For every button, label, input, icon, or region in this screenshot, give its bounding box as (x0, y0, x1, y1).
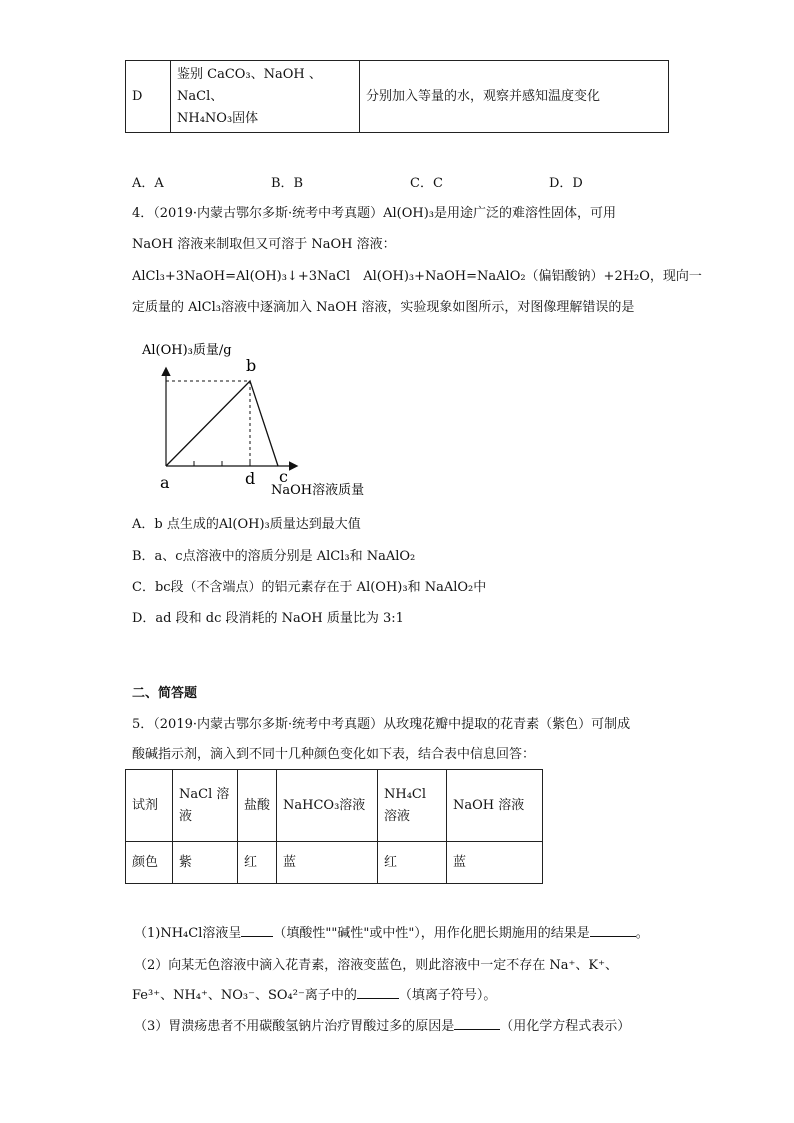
q5-color-naoh: 蓝 (447, 842, 543, 884)
q5-sub2-line2 (132, 987, 496, 1005)
q5-sub3-start: （3）胃溃疡患者不用碳酸氢钠片治疗胃酸过多的原因是 (134, 1019, 455, 1034)
section2-title: 二、简答题 (132, 686, 198, 701)
q3-method-line2: NH₄NO₃固体 (177, 110, 259, 126)
q4-line4: 定质量的 AlCl₃溶液中逐滴加入 NaOH 溶液，实验现象如图所示，对图像理解错误的是 (132, 300, 635, 315)
q5-line1: 5．（2019·内蒙古鄂尔多斯·统考中考真题）从玫瑰花瓣中提取的花青素（紫色）可制成 (132, 717, 631, 732)
q3-option-a: A．A (132, 176, 164, 191)
chart-point-label-a: a (160, 473, 170, 492)
q5-header-nh4cl: NH₄Cl 溶液 (378, 770, 447, 842)
q5-sub1-start: （1)NH₄Cl溶液呈 (134, 926, 242, 941)
q5-header-nahco3: NaHCO₃溶液 (277, 770, 378, 842)
chart-point-label-c: c (279, 467, 288, 486)
q3-row-operation: 分别加入等量的水，观察并感知温度变化 (360, 61, 669, 133)
q4-line3: AlCl₃+3NaOH=Al(OH)₃↓+3NaCl Al(OH)₃+NaOH=NaAlO₂（偏铝酸钠）+2H₂O，现向一 (132, 269, 702, 284)
q5-sub3 (134, 1018, 630, 1036)
q5-sub1-blank1 (241, 936, 273, 937)
chart-ylabel: Al(OH)₃质量/g (142, 343, 232, 358)
q4-option-d: D．ad 段和 dc 段消耗的 NaOH 质量比为 3:1 (132, 611, 404, 626)
q3-row-method (171, 61, 360, 133)
q4-option-a: A．b 点生成的Al(OH)₃质量达到最大值 (132, 517, 361, 532)
q5-header-naoh: NaOH 溶液 (447, 770, 543, 842)
q5-sub2-line1: （2）向某无色溶液中滴入花青素，溶液变蓝色，则此溶液中一定不存在 Na⁺、K⁺、 (134, 958, 618, 973)
q5-color-nacl: 紫 (173, 842, 238, 884)
chart-marks (160, 356, 288, 492)
q5-sub2-end: （填离子符号）。 (398, 988, 497, 1003)
q5-color-nahco3: 蓝 (277, 842, 378, 884)
q4-chart (130, 335, 390, 505)
q5-color-nh4cl: 红 (378, 842, 447, 884)
q5-sub3-end: （用化学方程式表示） (500, 1019, 631, 1034)
q3-row-letter: D (126, 61, 171, 133)
q4-option-c: C．bc段（不含端点）的铝元素存在于 Al(OH)₃和 NaAlO₂中 (132, 580, 487, 595)
q5-table (125, 769, 543, 884)
q4-option-b: B．a、c点溶液中的溶质分别是 AlCl₃和 NaAlO₂ (132, 549, 416, 564)
q5-sub2-blank (357, 998, 399, 999)
q5-header-hcl: 盐酸 (238, 770, 277, 842)
q4-line1: 4．（2019·内蒙古鄂尔多斯·统考中考真题）Al(OH)₃是用途广泛的难溶性固体，可用 (132, 206, 617, 221)
chart-point-label-d: d (245, 469, 256, 488)
q3-method-line1: 鉴别 CaCO₃、NaOH 、NaCl、 (177, 66, 322, 104)
q5-header-nacl: NaCl 溶液 (173, 770, 238, 842)
q5-line2: 酸碱指示剂，滴入到不同十几种颜色变化如下表，结合表中信息回答： (132, 747, 536, 762)
chart-series-line (166, 381, 278, 466)
q5-color-hcl: 红 (238, 842, 277, 884)
q5-sub3-blank (454, 1029, 500, 1030)
q4-line2: NaOH 溶液来制取但又可溶于 NaOH 溶液： (132, 237, 396, 252)
q3-option-b: B．B (271, 176, 304, 191)
q3-table (125, 60, 669, 133)
q5-header-reagent: 试剂 (126, 770, 173, 842)
q5-sub1-middle: （填酸性""碱性"或中性"），用作化肥长期施用的结果是 (273, 926, 590, 941)
q3-option-d: D．D (549, 176, 583, 191)
q5-sub2-start: Fe³⁺、NH₄⁺、NO₃⁻、SO₄²⁻离子中的 (132, 988, 357, 1003)
q5-sub1-blank2 (590, 936, 636, 937)
q5-color-label: 颜色 (126, 842, 173, 884)
q3-option-c: C．C (410, 176, 443, 191)
chart-xlabel: NaOH溶液质量 (271, 483, 365, 498)
q5-sub1-end: 。 (635, 926, 649, 941)
chart-point-label-b: b (246, 356, 257, 375)
q5-sub1 (134, 925, 649, 943)
